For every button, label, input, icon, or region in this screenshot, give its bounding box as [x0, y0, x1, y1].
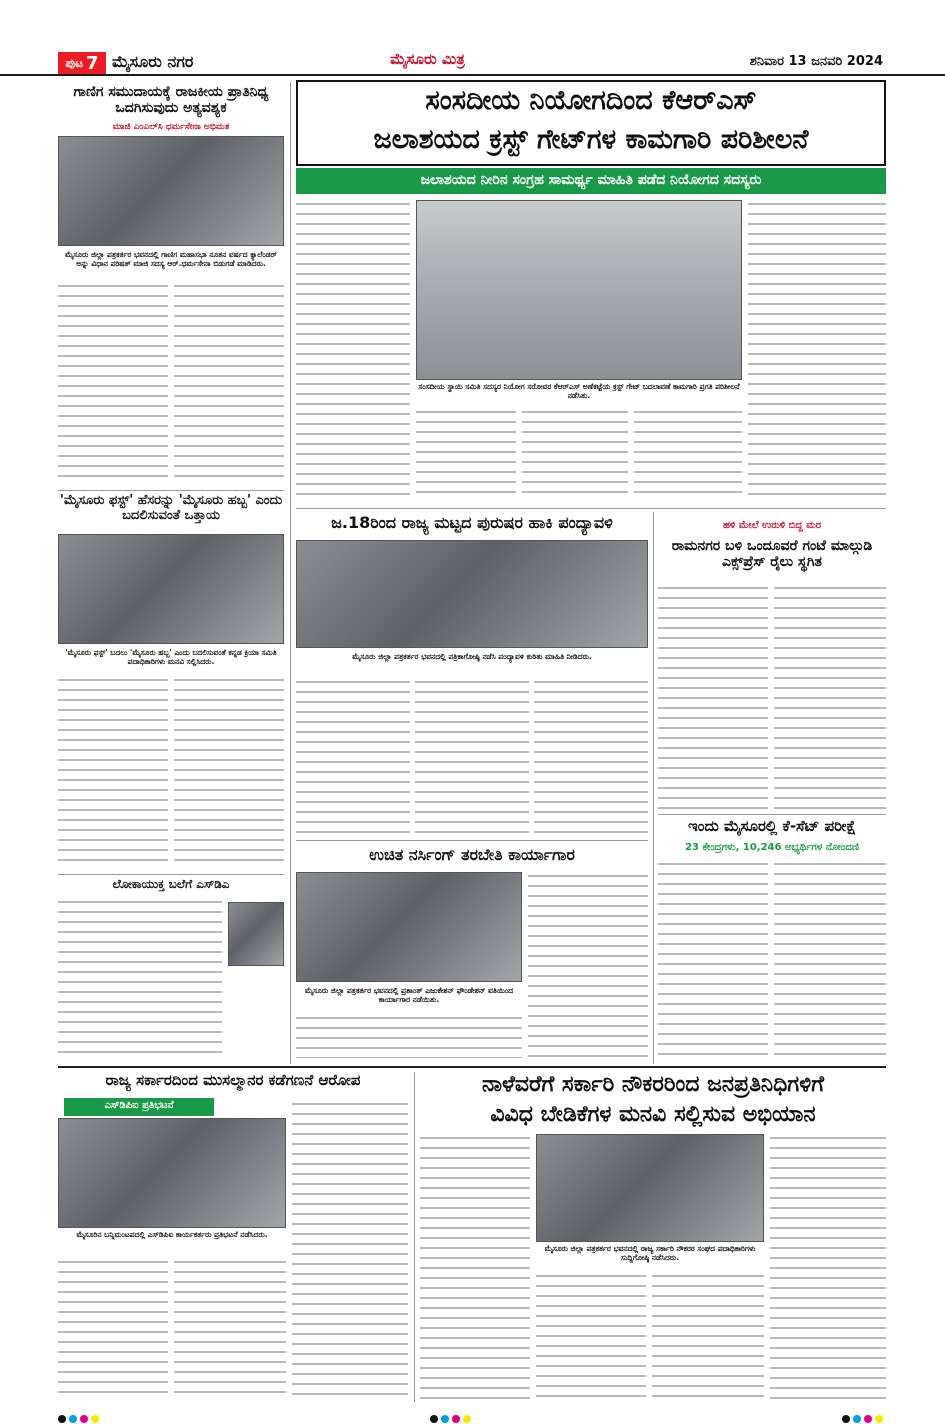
story-kicker: ಹಳಿ ಮೇಲೆ ಉರುಳಿ ಬಿದ್ದ ಮರ	[722, 520, 822, 531]
divider	[658, 814, 886, 815]
article-text	[174, 676, 284, 868]
article-text	[774, 584, 886, 810]
story-headline: ಉಚಿತ ನರ್ಸಿಂಗ್ ತರಬೇತಿ ಕಾರ್ಯಾಗಾರ	[369, 845, 575, 864]
registration-marks	[842, 1408, 886, 1424]
photo-caption: ಮೈಸೂರು ಜಿಲ್ಲಾ ಪತ್ರಕರ್ತರ ಭವನದಲ್ಲಿ ಪ್ರಶಾಂತ್ ಎಜುಕೇಶನ್ ಫೌಂಡೇಶನ್ ವತಿಯಿಂದ ಕಾರ್ಯಾಗಾರ ನಡೆಯಿತು.	[304, 986, 514, 1005]
news-photo	[296, 872, 522, 982]
divider	[58, 490, 284, 491]
lead-headline: ಸಂಸದೀಯ ನಿಯೋಗದಿಂದ ಕೆಆರ್‌ಎಸ್	[425, 85, 757, 116]
masthead-logo: ಮೈಸೂರು ಮಿತ್ರ	[390, 50, 465, 68]
article-text	[634, 408, 742, 500]
article-text	[534, 678, 648, 836]
article-text	[296, 1014, 522, 1058]
reg-dot-black	[58, 1415, 66, 1423]
reg-dot-magenta	[452, 1415, 460, 1423]
reg-dot-yellow	[875, 1415, 883, 1423]
article-text	[58, 676, 168, 868]
article-text	[528, 872, 648, 1058]
article-text	[658, 584, 768, 810]
column-rule	[653, 512, 654, 1064]
reg-dot-yellow	[91, 1415, 99, 1423]
divider	[296, 840, 648, 841]
article-text	[420, 1134, 530, 1402]
news-photo	[58, 1118, 286, 1228]
column-rule	[414, 1072, 415, 1402]
story-headline: ಇಂದು ಮೈಸೂರಲ್ಲಿ ಕೆ-ಸೆಟ್ ಪರೀಕ್ಷೆ	[687, 817, 857, 835]
page-label: ಪುಟ	[65, 55, 84, 70]
story-headline: ಗಾಣಿಗ ಸಮುದಾಯಕ್ಕೆ ರಾಜಕೀಯ ಪ್ರಾತಿನಿಧ್ಯ ಒದಗಿಸುವುದು ಅತ್ಯವಶ್ಯಕ	[73, 84, 269, 117]
news-photo	[536, 1134, 764, 1242]
story-headline: ನಾಳೆವರೆಗೆ ಸರ್ಕಾರಿ ನೌಕರರಿಂದ ಜನಪ್ರತಿನಿಧಿಗಳಿಗೆ	[482, 1072, 824, 1097]
article-text	[58, 282, 168, 484]
reg-dot-black	[430, 1415, 438, 1423]
news-photo	[58, 136, 284, 246]
article-text	[58, 1258, 168, 1400]
news-photo	[296, 540, 648, 648]
reg-dot-black	[842, 1415, 850, 1423]
person-photo	[228, 902, 284, 966]
article-text	[292, 1100, 408, 1400]
story-tag: ಎಸ್‌ಡಿಪಿಐ ಪ್ರತಿಭಟನೆ	[64, 1098, 214, 1116]
lead-photo	[416, 200, 742, 380]
divider	[58, 874, 284, 875]
story-headline: ವಿವಿಧ ಬೇಡಿಕೆಗಳ ಮನವಿ ಸಲ್ಲಿಸುವ ಅಭಿಯಾನ	[490, 1102, 816, 1127]
photo-caption: ಮೈಸೂರು ಜಿಲ್ಲಾ ಪತ್ರಕರ್ತರ ಭವನದಲ್ಲಿ ರಾಜ್ಯ ಸರ್ಕಾರಿ ನೌಕರರ ಸಂಘದ ಪದಾಧಿಕಾರಿಗಳು ಸುದ್ದಿಗೋಷ್ಠಿ ನಡೆಸಿದರು.	[544, 1244, 756, 1263]
photo-caption: ಮೈಸೂರು ಜಿಲ್ಲಾ ಪತ್ರಕರ್ತರ ಭವನದಲ್ಲಿ ಗಾಣಿಗ ಮಹಾಸಭಾ ನೂತನ ವರ್ಷದ ಕ್ಯಾಲೆಂಡರ್ ಅನ್ನು ವಿಧಾನ ಪರಿಷತ್ ಮಾಜಿ ಸದಸ್ಯ ಆರ್.ಧರ್ಮಸೇನಾ ಬಿಡುಗಡೆ ಮಾಡಿದರು.	[65, 250, 277, 269]
column-rule	[290, 82, 291, 1064]
reg-dot-magenta	[80, 1415, 88, 1423]
story-subhead: 23 ಕೇಂದ್ರಗಳು, 10,246 ಅಭ್ಯರ್ಥಿಗಳ ನೋಂದಣಿ	[685, 842, 859, 853]
article-text	[174, 1258, 286, 1400]
article-text	[58, 898, 222, 1058]
reg-dot-cyan	[441, 1415, 449, 1423]
article-text	[774, 860, 886, 1058]
reg-dot-cyan	[69, 1415, 77, 1423]
reg-dot-yellow	[463, 1415, 471, 1423]
article-text	[296, 678, 410, 836]
section-name: ಮೈಸೂರು ನಗರ	[112, 52, 194, 71]
photo-caption: ಸಂಸದೀಯ ಸ್ಥಾಯಿ ಸಮಿತಿ ಸದಸ್ಯರ ನಿಯೋಗ ಸರೋವರ ಕೆಆರ್‌ಎಸ್ ಅಣೆಕಟ್ಟೆಯ ಕ್ರಸ್ಟ್ ಗೇಟ್ ಬದಲಾವಣೆ ಕಾಮಗಾರಿ ಪ್ರಗತಿ ಪರಿಶೀಲನೆ ನಡೆಸಿತು.	[418, 382, 740, 401]
article-text	[770, 1134, 886, 1402]
story-headline: 'ಮೈಸೂರು ಫಸ್ಟ್' ಹೆಸರನ್ನು 'ಮೈಸೂರು ಹಬ್ಬ' ಎಂದು ಬದಲಿಸುವಂತೆ ಒತ್ತಾಯ	[59, 493, 283, 523]
reg-dot-magenta	[864, 1415, 872, 1423]
registration-marks	[430, 1408, 474, 1424]
article-text	[652, 1272, 764, 1402]
story-headline: ರಾಮನಗರ ಬಳಿ ಒಂದೂವರೆ ಗಂಟೆ ಮಾಲ್ಗುಡಿ ಎಕ್ಸ್‌ಪ್ರೆಸ್ ರೈಲು ಸ್ಥಗಿತ	[671, 538, 873, 571]
lead-subhead: ಜಲಾಶಯದ ನೀರಿನ ಸಂಗ್ರಹ ಸಾಮರ್ಥ್ಯ ಮಾಹಿತಿ ಪಡೆದ ನಿಯೋಗದ ಸದಸ್ಯರು	[296, 168, 886, 194]
story-headline: ಲೋಕಾಯುಕ್ತ ಬಲೆಗೆ ಎಸ್‌ಡಿಎ	[112, 877, 230, 891]
divider	[58, 1066, 886, 1068]
photo-caption: ಮೈಸೂರು ಜಿಲ್ಲಾ ಪತ್ರಕರ್ತರ ಭವನದಲ್ಲಿ ಪತ್ರಿಕಾಗೋಷ್ಠಿ ನಡೆಸಿ ಪಂದ್ಯಾವಳಿ ಕುರಿತು ಮಾಹಿತಿ ನೀಡಿದರು.	[352, 652, 592, 661]
article-text	[522, 408, 628, 500]
issue-date: ಶನಿವಾರ 13 ಜನವರಿ 2024	[749, 54, 883, 69]
page-number-badge	[58, 52, 106, 74]
article-text	[415, 678, 529, 836]
divider	[296, 508, 886, 509]
story-headline: ರಾಜ್ಯ ಸರ್ಕಾರದಿಂದ ಮುಸಲ್ಮಾನರ ಕಡೆಗಣನೆ ಆರೋಪ	[105, 1071, 361, 1089]
article-text	[174, 282, 284, 484]
photo-caption: ಮೈಸೂರಿನ ಬನ್ನಿಮಂಟಪದಲ್ಲಿ ಎಸ್‌ಡಿಪಿಐ ಕಾರ್ಯಕರ್ತರು ಪ್ರತಿಭಟನೆ ನಡೆಸಿದರು.	[76, 1230, 268, 1239]
article-text	[536, 1272, 646, 1402]
lead-headline: ಜಲಾಶಯದ ಕ್ರಸ್ಟ್ ಗೇಟ್‌ಗಳ ಕಾಮಗಾರಿ ಪರಿಶೀಲನೆ	[373, 124, 809, 155]
article-text	[658, 860, 768, 1058]
photo-caption: 'ಮೈಸೂರು ಫಸ್ಟ್' ಬದಲು 'ಮೈಸೂರು ಹಬ್ಬ' ಎಂದು ಬದಲಿಸುವಂತೆ ಕನ್ನಡ ಕ್ರಿಯಾ ಸಮಿತಿ ಪದಾಧಿಕಾರಿಗಳು ಮನವಿ ಸಲ್ಲಿಸಿದರು.	[65, 648, 277, 667]
article-text	[416, 408, 516, 500]
story-headline: ಜ.18ರಿಂದ ರಾಜ್ಯ ಮಟ್ಟದ ಪುರುಷರ ಹಾಕಿ ಪಂದ್ಯಾವಳಿ	[331, 513, 613, 532]
story-kicker: ಮಾಜಿ ಎಂಎಲ್‌ಸಿ ಧರ್ಮಸೇನಾ ಅಭಿಮತ	[112, 122, 230, 132]
registration-marks	[58, 1408, 102, 1424]
news-photo	[58, 534, 284, 644]
article-text	[748, 200, 886, 500]
article-text	[296, 200, 410, 500]
reg-dot-cyan	[853, 1415, 861, 1423]
page-number: 7	[86, 52, 99, 74]
